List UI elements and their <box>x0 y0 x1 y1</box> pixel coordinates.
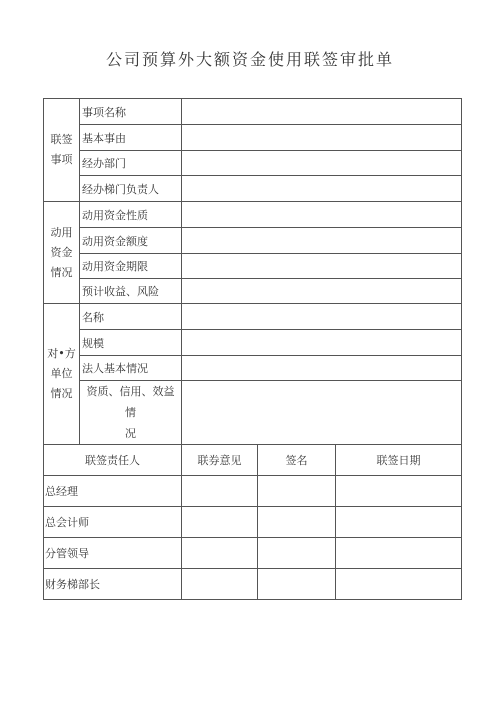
field-label: 规模 <box>80 330 182 356</box>
field-value-cell[interactable] <box>182 330 462 356</box>
signer-role: 分管领导 <box>44 538 182 569</box>
section-label-joint-matters <box>44 99 80 202</box>
signature-cell[interactable] <box>258 569 336 600</box>
header-opinion: 联券意见 <box>182 445 258 476</box>
opinion-cell[interactable] <box>182 569 258 600</box>
signature-cell[interactable] <box>258 538 336 569</box>
section-label-text: 联签 事项 <box>50 133 73 166</box>
field-label: 动用资金额度 <box>80 228 182 254</box>
field-value-cell[interactable] <box>182 125 462 151</box>
signer-role: 总会计师 <box>44 507 182 538</box>
field-label: 法人基本情况 <box>80 356 182 381</box>
field-label: 基本事由 <box>80 125 182 151</box>
date-cell[interactable] <box>336 507 462 538</box>
field-label: 动用资金性质 <box>80 202 182 228</box>
field-value-cell[interactable] <box>182 254 462 279</box>
field-label: 资质、信用、效益情 况 <box>80 381 182 445</box>
field-label: 经办部门 <box>80 151 182 176</box>
signature-cell[interactable] <box>258 476 336 507</box>
page-title: 公司预算外大额资金使用联签审批单 <box>105 50 394 69</box>
signer-role: 总经理 <box>44 476 182 507</box>
field-label: 预计收益、风险 <box>80 279 182 304</box>
header-signature: 签名 <box>258 445 336 476</box>
signature-cell[interactable] <box>258 507 336 538</box>
approval-form-table <box>43 98 462 600</box>
field-label: 事项名称 <box>80 99 182 125</box>
date-cell[interactable] <box>336 476 462 507</box>
field-label: 经办梯门负责人 <box>80 176 182 202</box>
field-value-cell[interactable] <box>182 304 462 330</box>
signer-role: 财务梯部长 <box>44 569 182 600</box>
section-label-counterparty <box>44 304 80 445</box>
field-value-cell[interactable] <box>182 279 462 304</box>
date-cell[interactable] <box>336 538 462 569</box>
opinion-cell[interactable] <box>182 476 258 507</box>
header-date: 联签日期 <box>336 445 462 476</box>
field-label: 动用资金期限 <box>80 254 182 279</box>
section-label-text: 动用 资金 情况 <box>50 225 73 279</box>
section-label-text: 对•方 单位 情况 <box>47 347 76 400</box>
opinion-cell[interactable] <box>182 507 258 538</box>
field-value-cell[interactable] <box>182 381 462 445</box>
field-value-cell[interactable] <box>182 151 462 176</box>
section-label-fund-usage <box>44 202 80 304</box>
field-value-cell[interactable] <box>182 176 462 202</box>
date-cell[interactable] <box>336 569 462 600</box>
field-value-cell[interactable] <box>182 356 462 381</box>
field-value-cell[interactable] <box>182 99 462 125</box>
field-label: 名称 <box>80 304 182 330</box>
field-value-cell[interactable] <box>182 228 462 254</box>
opinion-cell[interactable] <box>182 538 258 569</box>
field-value-cell[interactable] <box>182 202 462 228</box>
header-responsible-person: 联签责任人 <box>44 445 182 476</box>
